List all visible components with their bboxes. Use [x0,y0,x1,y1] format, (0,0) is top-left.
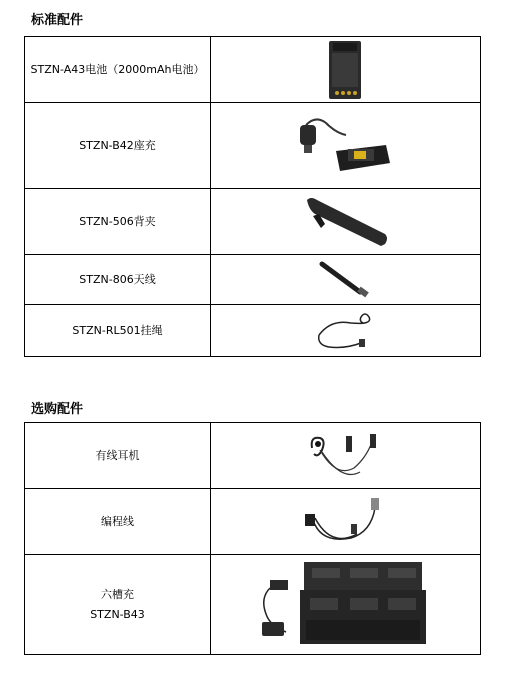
accessory-name: STZN-B42座充 [25,103,211,189]
table-row [25,423,481,489]
accessory-name: STZN-RL501挂绳 [25,305,211,357]
table-row [25,255,481,305]
accessory-name: STZN-806天线 [25,255,211,305]
standard-accessories-title: 标准配件 [31,13,84,28]
accessory-name: 编程线 [25,489,211,555]
accessory-image-cell [211,255,481,305]
accessory-image-cell [211,305,481,357]
accessory-name: 有线耳机 [25,423,211,489]
table-row [25,189,481,255]
table-row [25,555,481,655]
lanyard-icon [311,311,381,351]
accessory-name-line: 六槽充 [101,587,134,601]
six-slot-charger-icon [256,558,436,652]
accessory-image-cell [211,555,481,655]
belt-clip-icon [301,194,391,250]
accessory-image-cell [211,423,481,489]
accessory-image-cell [211,489,481,555]
optional-accessories-title: 选购配件 [31,402,84,417]
table-row [25,37,481,103]
earpiece-headset-icon [306,428,386,484]
table-row [25,305,481,357]
accessory-name [25,555,211,655]
table-row [25,103,481,189]
programming-cable-icon [301,494,391,550]
standard-accessories-table [24,36,481,357]
accessory-model: STZN-B43 [90,607,145,621]
antenna-icon [316,260,376,300]
accessory-name: STZN-506背夹 [25,189,211,255]
optional-accessories-table [24,422,481,655]
desktop-charger-icon [296,115,396,177]
accessory-image-cell [211,37,481,103]
battery-pack-icon [326,39,366,101]
accessory-image-cell [211,189,481,255]
accessory-image-cell [211,103,481,189]
table-row [25,489,481,555]
accessory-name: STZN-A43电池（2000mAh电池） [25,37,211,103]
